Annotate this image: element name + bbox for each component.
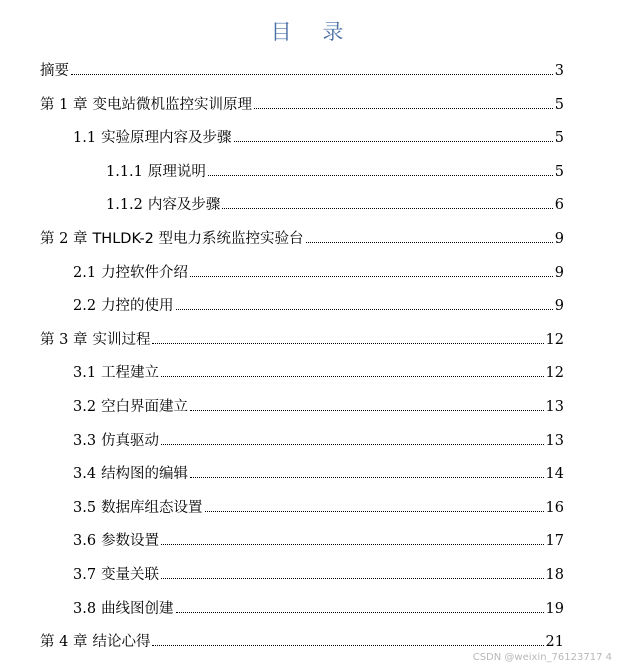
toc-entry-title: 摘要: [40, 63, 69, 79]
toc-entry[interactable]: [73, 495, 564, 517]
toc-dot-leader: [190, 476, 543, 478]
toc-entry-title: 力控的使用: [101, 298, 174, 315]
toc-dot-leader: [190, 275, 553, 277]
toc-dot-leader: [205, 510, 544, 512]
toc-entry-number: 3.8: [73, 600, 97, 617]
toc-entry-number: 3.2: [73, 399, 97, 415]
toc-entry-title: 参数设置: [101, 533, 160, 550]
toc-entry-page: 21: [545, 634, 564, 651]
toc-entry-number: 3.1: [73, 365, 97, 382]
toc-entry[interactable]: [73, 125, 564, 147]
toc-entry-page: 16: [545, 499, 564, 516]
toc-entry-page: 9: [554, 264, 564, 281]
toc-entry[interactable]: [73, 293, 564, 315]
toc-dot-leader: [208, 174, 553, 176]
toc-entry-number: 2.2: [73, 298, 97, 315]
toc-entry-number: 3.6: [73, 533, 97, 550]
toc-entry[interactable]: [73, 260, 564, 282]
toc-entry-number: 1.1: [73, 130, 97, 147]
toc-entry[interactable]: [40, 58, 564, 80]
toc-entry-number: 3.4: [73, 466, 97, 483]
toc-entry-title: 空白界面建立: [101, 399, 189, 415]
toc-dot-leader: [306, 241, 553, 243]
toc-entry-page: 12: [545, 365, 564, 382]
toc-entry-page: 19: [545, 600, 564, 617]
toc-entry-page: 14: [545, 466, 564, 483]
toc-entry[interactable]: [106, 192, 564, 214]
toc-entry[interactable]: [40, 629, 564, 651]
toc-dot-leader: [234, 140, 553, 142]
toc-entry[interactable]: [73, 461, 564, 483]
toc-entry[interactable]: [73, 428, 564, 450]
toc-dot-leader: [152, 342, 543, 344]
toc-entry-page: 3: [554, 63, 564, 79]
toc-entry-number: 第 1 章: [40, 96, 88, 113]
toc-dot-leader: [176, 611, 544, 613]
toc-entry[interactable]: [73, 394, 564, 416]
toc-entry-title: 内容及步骤: [147, 197, 221, 214]
toc-entry-title: 变电站微机监控实训原理: [92, 96, 252, 113]
toc-entry-title: 结论心得: [92, 634, 151, 651]
toc-dot-leader: [71, 73, 553, 75]
toc-entry-page: 5: [554, 130, 564, 147]
toc-entry-title: 工程建立: [101, 365, 160, 382]
toc-entry-page: 18: [545, 567, 564, 583]
toc-entry-title: 仿真驱动: [101, 432, 160, 449]
toc-dot-leader: [161, 375, 543, 377]
toc-entry-number: 3.7: [73, 567, 97, 583]
toc-entry-page: 17: [545, 533, 564, 550]
toc-entry-title: 曲线图创建: [101, 600, 174, 617]
toc-entry-number: 2.1: [73, 264, 97, 281]
toc-dot-leader: [222, 207, 552, 209]
toc-entry[interactable]: [40, 92, 564, 114]
toc-entry[interactable]: [106, 159, 564, 181]
toc-entry-number: 3.5: [73, 499, 97, 516]
toc-entry-title: 实训过程: [92, 331, 151, 348]
toc-entry-title: 变量关联: [101, 567, 160, 583]
toc-entry-page: 6: [554, 197, 564, 214]
watermark: CSDN @weixin_76123717 4: [472, 652, 612, 663]
toc-entry-number: 第 2 章: [40, 231, 88, 247]
toc-title: 目 录: [270, 20, 356, 44]
toc-entry-number: 1.1.2: [106, 197, 143, 214]
toc-entry[interactable]: [40, 226, 564, 248]
toc-dot-leader: [152, 644, 543, 646]
toc-entry-page: 13: [545, 432, 564, 449]
toc-entry-page: 13: [545, 399, 564, 415]
toc-entry-number: 第 4 章: [40, 634, 88, 651]
toc-entry-page: 9: [554, 231, 564, 247]
toc-dot-leader: [161, 543, 543, 545]
toc-entry[interactable]: [73, 360, 564, 382]
toc-entry-page: 9: [554, 298, 564, 315]
toc-entry-title: THLDK-2 型电力系统监控实验台: [92, 231, 304, 247]
toc-entry-title: 结构图的编辑: [101, 466, 189, 483]
toc-entry-title: 实验原理内容及步骤: [101, 130, 232, 147]
toc-entry[interactable]: [73, 562, 564, 584]
toc-entry-page: 5: [554, 96, 564, 113]
toc-dot-leader: [190, 409, 543, 411]
toc-dot-leader: [176, 308, 553, 310]
toc-dot-leader: [161, 577, 543, 579]
toc-entry[interactable]: [73, 528, 564, 550]
toc-entry-number: 第 3 章: [40, 331, 88, 348]
toc-entry-page: 12: [545, 331, 564, 348]
toc-entry-number: 3.3: [73, 432, 97, 449]
toc-entry-number: 1.1.1: [106, 163, 143, 180]
toc-entry-title: 数据库组态设置: [101, 499, 203, 516]
toc-dot-leader: [254, 107, 553, 109]
toc-entry[interactable]: [40, 327, 564, 349]
toc-dot-leader: [161, 443, 543, 445]
toc-entry-title: 原理说明: [147, 163, 206, 180]
toc-entry-title: 力控软件介绍: [101, 264, 189, 281]
toc-entry[interactable]: [73, 596, 564, 618]
toc-entry-page: 5: [554, 163, 564, 180]
